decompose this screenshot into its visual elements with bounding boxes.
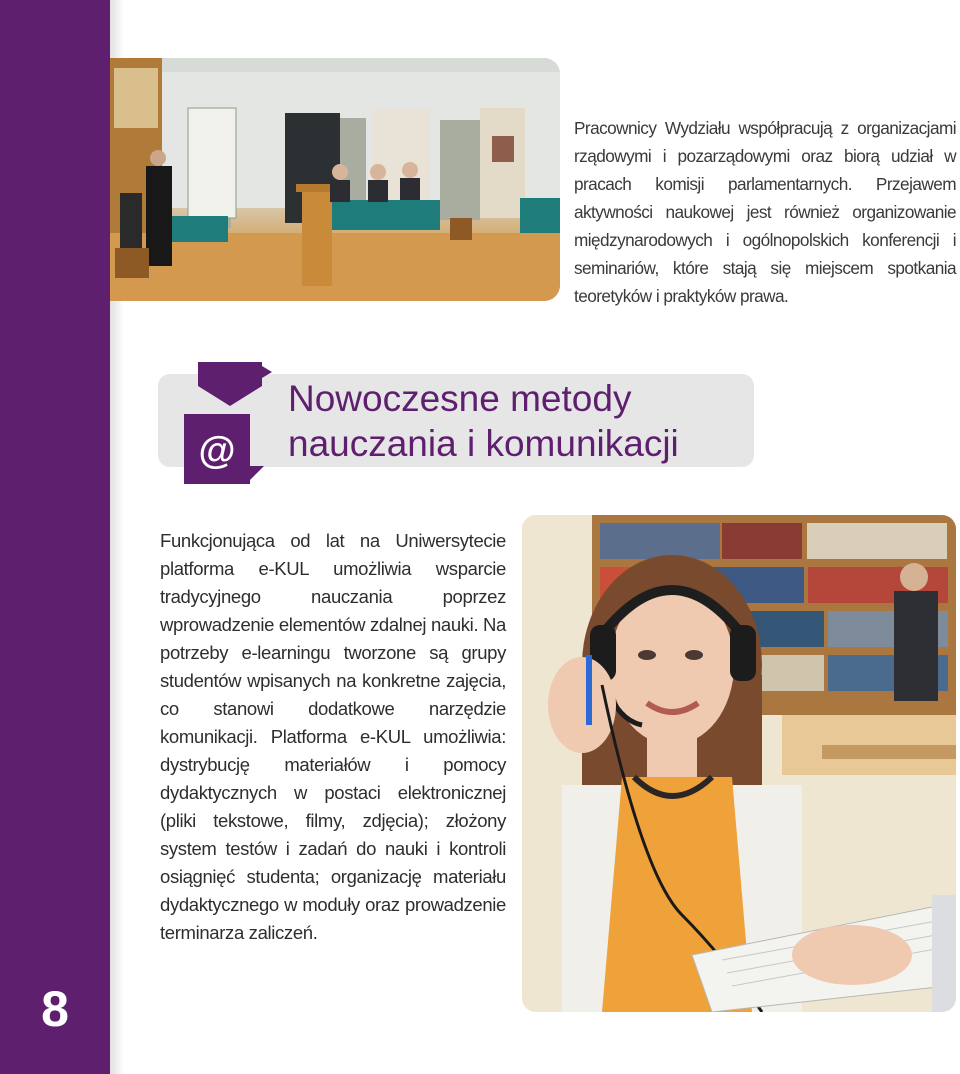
at-sign-icon [180,362,280,488]
page-number: 8 [41,981,69,1037]
section-title-line1: Nowoczesne metody [288,378,632,419]
section-title [288,376,679,466]
conference-photo [110,58,560,301]
section-title-line2: nauczania i komunikacji [288,423,679,464]
student-headset-photo [522,515,956,1012]
sidebar-band [0,0,110,1074]
intro-paragraph: Pracownicy Wydziału współpracują z organizacjami rządowymi i pozarządowymi oraz biorą udział w pracach komisji parlamentarnych. Przejawem aktywności naukowej jest również organizowanie międzynarodowych i ogólnopolskich konferencji i seminariów, które stają się miejscem spotkania teoretyków i praktyków prawa. [574,118,956,306]
ekul-paragraph: Funkcjonująca od lat na Uniwersytecie platforma e-KUL umożliwia wsparcie tradycyjnego nauczania poprzez wprowadzenie elementów zdalnej nauki. Na potrzeby e-learningu tworzone są grupy studentów wpisanych na konkretne zajęcia, co stanowi dodatkowe narzędzie komunikacji. Platforma e-KUL umożliwia: dystrybucję materiałów i pomocy dydaktycznych w postaci elektronicznej (pliki tekstowe, filmy, zdjęcia); złożony system testów i zadań do nauki i kontroli osiągnięć studenta; organizację materiału dydaktycznego w moduły oraz prowadzenie terminarza zaliczeń. [160,530,506,943]
at-symbol: @ [198,430,236,472]
